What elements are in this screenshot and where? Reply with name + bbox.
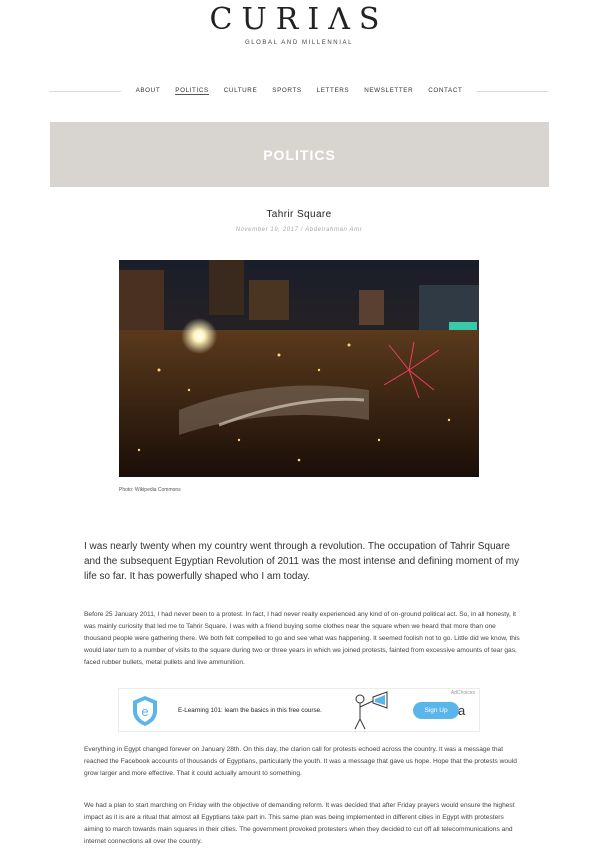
post-title: Tahrir Square — [266, 209, 332, 220]
article-paragraph: Everything in Egypt changed forever on January 28th. On this day, the clarion call for protests echoed across the country. It was a message that reached the Facebook accounts of thousands of Egyptians, particularly the youth. It was a message that gave us hope. Hope that the protests would grow larger and more effective. That it could actually amount to something. — [84, 746, 517, 777]
nav-item-culture[interactable]: CULTURE — [223, 87, 258, 94]
nav-items — [121, 87, 478, 95]
article-paragraph: We had a plan to start marching on Friday with the objective of demanding reform. It was decided that after Friday prayers would ensure the highest impact as it is are a ritual that almost all Egyptians take part in. This same plan was being implemented in different cities in Egypt with protesters aiming to march towards main squares in their cities. The government provoked protesters when they decided to cut off all telecommunications and internet connections all over the country. — [84, 802, 515, 845]
nav-divider-left — [49, 91, 121, 92]
brand-logo[interactable]: a — [458, 703, 466, 718]
ad-text[interactable]: E-Learning 101: learn the basics in this free course. — [178, 707, 322, 714]
shield-icon — [131, 695, 159, 732]
photo-caption: Photo: Wikipedia Commons — [119, 487, 181, 493]
shield-letter: e — [141, 704, 149, 719]
site-logo[interactable]: CURIΛS — [209, 2, 389, 37]
main-nav — [49, 86, 549, 96]
nav-item-contact[interactable]: CONTACT — [428, 87, 463, 94]
megaphone-person-icon — [345, 691, 395, 736]
category-banner — [50, 122, 549, 187]
article-paragraph: Before 25 January 2011, I had never been to a protest. In fact, I had never really experienced any kind of on-ground political act. So, in all honesty, it was mainly curiosity that led me to Tahrir Square. I was with a friend buying some clothes near the square when we heard that more than one thousand people were gathering there. We both felt compelled to go and see what was happening. It seemed foolish not to go. Little did we know, this would later turn to a number of visits to the square during two or three years in which we joined protests, fainted from excessive amounts of tear gas, faced rubber bullets, metal pullets and live ammunition. — [84, 611, 520, 666]
category-title: POLITICS — [263, 146, 336, 163]
nav-item-politics[interactable]: POLITICS — [175, 87, 209, 94]
post-meta: November 19, 2017 / Abdelrahman Amr — [235, 227, 363, 233]
nav-item-newsletter[interactable]: NEWSLETTER — [364, 87, 414, 94]
nav-item-letters[interactable]: LETTERS — [316, 87, 350, 94]
site-tagline: GLOBAL AND MILLENNIAL — [244, 40, 354, 46]
nav-item-about[interactable]: ABOUT — [135, 87, 161, 94]
ad-choices-label[interactable]: AdChoices — [450, 690, 475, 696]
sign-up-button[interactable]: Sign Up — [413, 702, 459, 719]
advertisement[interactable] — [118, 688, 480, 732]
nav-item-sports[interactable]: SPORTS — [272, 87, 302, 94]
article-lead: I was nearly twenty when my country went through a revolution. The occupation of Tahrir Square and the subsequent Egyptian Revolution of 2011 was the most intense and defining moment of my life so far. It has powerfully shaped who I am today. — [84, 541, 520, 582]
tahrir-square-photo — [119, 260, 479, 477]
nav-divider-right — [477, 91, 549, 92]
article-photo — [119, 260, 479, 477]
